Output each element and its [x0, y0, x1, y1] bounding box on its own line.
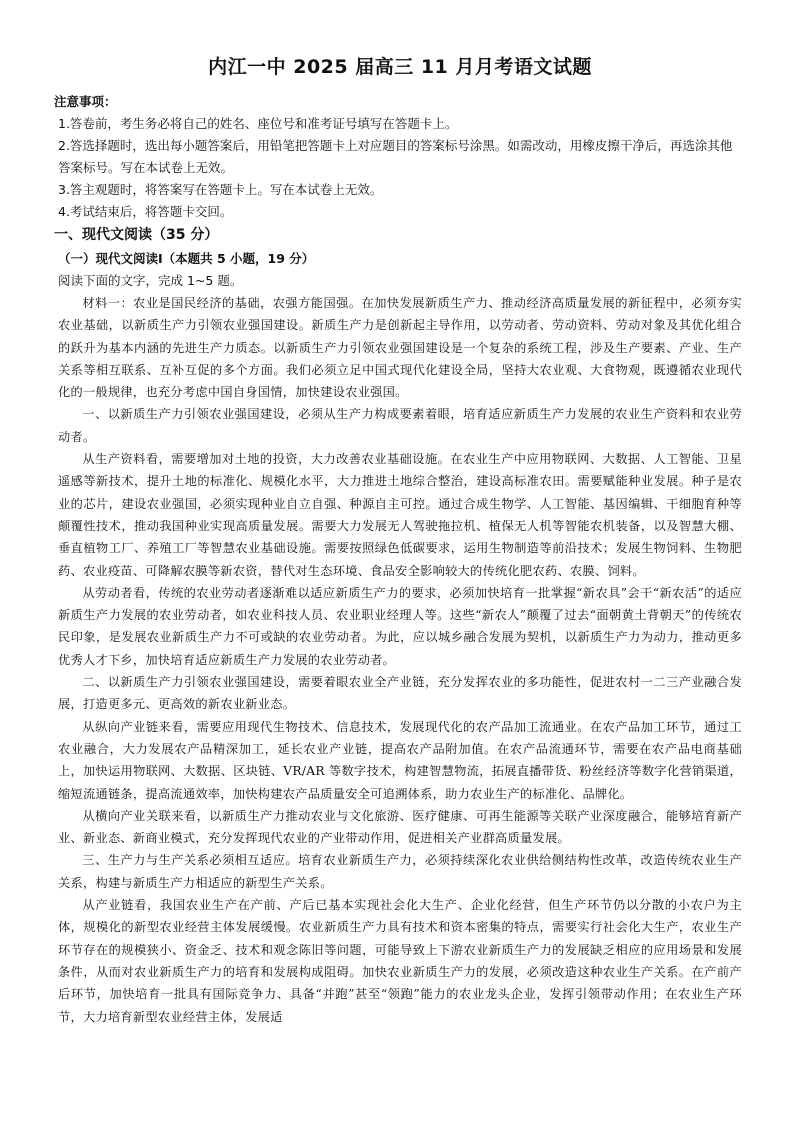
passage-paragraph: 一、以新质生产力引领农业强国建设，必须从生产力构成要素着眼，培育适应新质生产力发展的农业生产资料和农业劳动者。 [58, 407, 742, 444]
passage-paragraph: 从劳动者看，传统的农业劳动者逐渐难以适应新质生产力的要求，必须加快培育一批掌握“新农具”会干“新农活”的适应新质生产力发展的农业劳动者，如农业科技人员、农业职业经理人等。这些“新农人”颠覆了过去“面朝黄土背朝天”的传统农民印象，是发展农业新质生产力不可或缺的农业劳动者。为此，应以城乡融合发展为契机，以新质生产力为动力，推动更多优秀人才下乡，加快培育适应新质生产力发展的农业劳动者。 [58, 585, 742, 667]
passage-paragraph: 材料一：农业是国民经济的基础，农强方能国强。在加快发展新质生产力、推动经济高质量发展的新征程中，必须夯实农业基础，以新质生产力引领农业强国建设。新质生产力是创新起主导作用，以劳动者、劳动资料、劳动对象及其优化组合的跃升为基本内涵的先进生产力质态。以新质生产力引领农业强国建设是一个复杂的系统工程，涉及生产要素、产业、生产关系等相互联系、互补互促的多个方面。我们必须立足中国式现代化建设全局，坚持大农业观、大食物观，既遵循农业现代化的一般规律，也充分考虑中国自身国情，加快建设农业强国。 [58, 296, 742, 400]
notice-item-1: 1.答卷前，考生务必将自己的姓名、座位号和准考证号填写在答题卡上。 [58, 116, 458, 131]
passage-paragraph: 从纵向产业链来看，需要应用现代生物技术、信息技术，发展现代化的农产品加工流通业。在农产品加工环节，通过工农业融合，大力发展农产品精深加工，延长农业产业链，提高农产品附加值。在农产品流通环节，需要在农产品电商基础上，加快运用物联网、大数据、区块链、VR/AR 等数字技术，构建智慧物流，拓展直播带货、粉丝经济等数字化营销渠道，缩短流通链条，提高流通效率，加快构建农产品质量安全可追溯体系，助力农业生产的标准化、品牌化。 [58, 719, 742, 801]
reading-instruction: 阅读下面的文字，完成 1~5 题。 [58, 273, 243, 288]
subsection-heading: （一）现代文阅读Ⅰ（本题共 5 小题，19 分） [58, 251, 315, 266]
passage-paragraph: 二、以新质生产力引领农业强国建设，需要着眼农业全产业链，充分发挥农业的多功能性，促进农村一二三产业融合发展，打造更多元、更高效的新农业新业态。 [58, 675, 742, 712]
notice-item-2: 2.答选择题时，选出每小题答案后，用铅笔把答题卡上对应题目的答案标号涂黑。如需改动，用橡皮擦干净后，再选涂其他答案标号。写在本试卷上无效。 [58, 138, 733, 175]
notice-item-4: 4.考试结束后，将答题卡交回。 [58, 204, 233, 219]
notice-item-3: 3.答主观题时，将答案写在答题卡上。写在本试卷上无效。 [58, 182, 383, 197]
passage-paragraph: 从产业链看，我国农业生产在产前、产后已基本实现社会化大生产、企业化经营，但生产环节仍以分散的小农户为主体，规模化的新型农业经营主体发展缓慢。农业新质生产力具有技术和资本密集的特点，需要实行社会化大生产，农业生产环节存在的规模狭小、资金乏、技术和观念陈旧等问题，可能导致上下游农业新质生产力的发展缺乏相应的应用场景和发展条件，从而对农业新质生产力的培育和发展构成阻碍。加快农业新质生产力的发展，必须改造这种农业生产关系。在产前产后环节，加快培育一批具有国际竞争力、具备“并跑”甚至“领跑”能力的农业龙头企业，发挥引领带动作用；在农业生产环节，大力培育新型农业经营主体，发展适 [58, 898, 742, 1024]
passage-paragraph: 从横向产业关联来看，以新质生产力推动农业与文化旅游、医疗健康、可再生能源等关联产业深度融合，能够培育新产业、新业态、新商业模式，充分发挥现代农业的产业带动作用，促进相关产业群高质量发展。 [58, 808, 742, 846]
passage-paragraph: 从生产资料看，需要增加对土地的投资，大力改善农业基础设施。在农业生产中应用物联网、大数据、人工智能、卫星遥感等新技术，提升土地的标准化、规模化水平，大力推进土地综合整治，建设高标准农田。需要赋能种业发展。种子是农业的芯片，建设农业强国，必须实现种业自立自强、种源自主可控。通过合成生物学、人工智能、基因编辑、干细胞育种等颠覆性技术，推动我国种业实现高质量发展。需要大力发展无人驾驶拖拉机、植保无人机等智能农机装备，以及智慧大棚、垂直植物工厂、养殖工厂等智慧农业基础设施。需要按照绿色低碳要求，运用生物制造等前沿技术；发展生物饲料、生物肥药、农业疫苗、可降解农膜等新农资，替代对生态环境、食品安全影响较大的传统化肥农药、农膜、饲料。 [58, 452, 742, 578]
passage-paragraph: 三、生产力与生产关系必须相互适应。培育农业新质生产力，必须持续深化农业供给侧结构性改革，改造传统农业生产关系，构建与新质生产力相适应的新型生产关系。 [58, 853, 742, 890]
exam-title: 内江一中 2025 届高三 11 月月考语文试题 [208, 56, 592, 78]
notice-heading: 注意事项： [54, 94, 117, 109]
reading-passage [58, 292, 742, 1028]
exam-page [54, 52, 742, 1028]
notice-block [54, 91, 742, 223]
section-heading: 一、现代文阅读（35 分） [54, 227, 219, 243]
